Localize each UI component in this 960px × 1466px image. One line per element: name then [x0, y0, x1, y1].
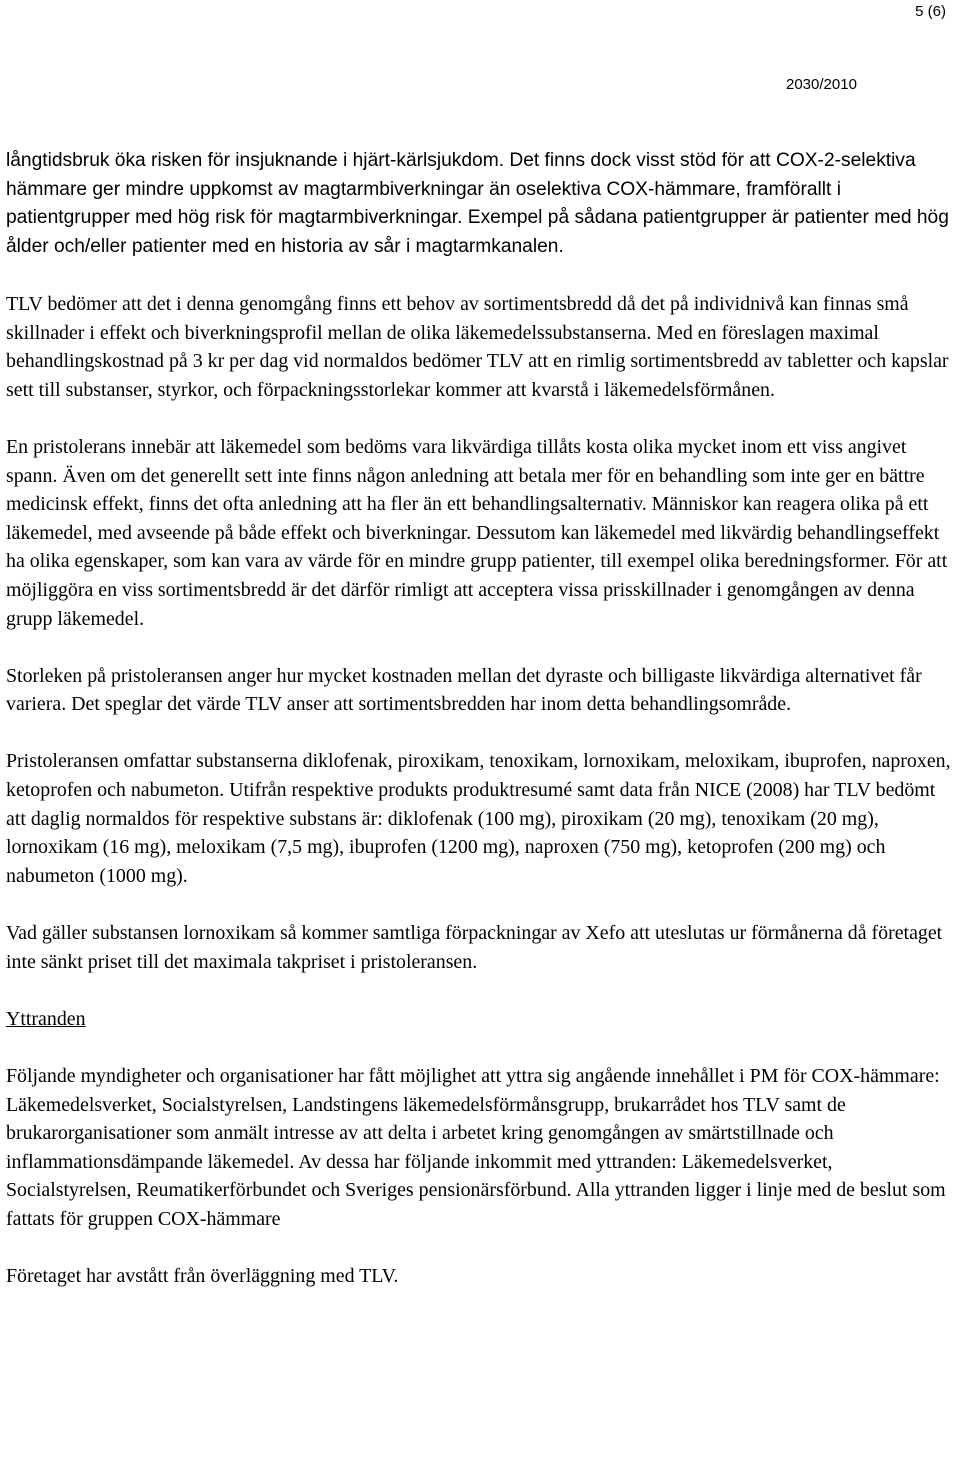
paragraph-overlaggning: Företaget har avstått från överläggning med TLV.	[6, 1265, 399, 1288]
document-body	[6, 147, 956, 1291]
paragraph-yttranden: Följande myndigheter och organisationer har fått möjlighet att yttra sig angående innehållet i PM för COX-hämmare: Läkemedelsverket, Socialstyrelsen, Landstingens läkemedelsförmånsgrupp, brukarrådet hos TLV samt de brukarorganisationer som anmält intresse av att delta i arbetet kring genomgången av smärtstillnade och inflammationsdämpande läkemedel. Av dessa har följande inkommit med yttranden: Läkemedelsverket, Socialstyrelsen, Reumatikerförbundet och Sveriges pensionärsförbund. Alla yttranden ligger i linje med de beslut som fattats för gruppen COX-hämmare	[6, 1065, 946, 1230]
paragraph-substanser: Pristoleransen omfattar substanserna diklofenak, piroxikam, tenoxikam, lornoxikam, meloxikam, ibuprofen, naproxen, ketoprofen och nabumeton. Utifrån respektive produkts produktresumé samt data från NICE (2008) har TLV bedömt att daglig normaldos för respektive substans är: diklofenak (100 mg), piroxikam (20 mg), tenoxikam (20 mg), lornoxikam (16 mg), meloxikam (7,5 mg), ibuprofen (1200 mg), naproxen (750 mg), ketoprofen (200 mg) och nabumeton (1000 mg).	[6, 750, 951, 887]
paragraph-risk: långtidsbruk öka risken för insjuknande i hjärt-kärlsjukdom. Det finns dock visst stöd för att COX-2-selektiva hämmare ger mindre uppkomst av magtarmbiverkningar än oselektiva COX-hämmare, framförallt i patientgrupper med hög risk för magtarmbiverkningar. Exempel på sådana patientgrupper är patienter med hög ålder och/eller patienter med en historia av sår i magtarmkanalen.	[6, 150, 949, 257]
paragraph-storlek: Storleken på pristoleransen anger hur mycket kostnaden mellan det dyraste och billigaste likvärdiga alternativet får variera. Det speglar det värde TLV anser att sortimentsbredden har inom detta behandlingsområde.	[6, 664, 922, 716]
paragraph-lornoxikam: Vad gäller substansen lornoxikam så kommer samtliga förpackningar av Xefo att uteslutas ur förmånerna då företaget inte sänkt priset till det maximala takpriset i pristoleransen.	[6, 922, 943, 973]
page-number: 5 (6)	[915, 3, 946, 20]
document-date: 2030/2010	[786, 76, 857, 93]
paragraph-sortimentsbredd: TLV bedömer att det i denna genomgång finns ett behov av sortimentsbredd då det på individnivå kan finnas små skillnader i effekt och biverkningsprofil mellan de olika läkemedelssubstanserna. Med en föreslagen maximal behandlingskostnad på 3 kr per dag vid normaldos bedömer TLV att en rimlig sortimentsbredd av tabletter och kapslar sett till substanser, styrkor, och förpackningsstorlekar kommer att kvarstå i läkemedelsförmånen.	[6, 292, 949, 401]
section-heading-yttranden: Yttranden	[6, 1007, 86, 1030]
paragraph-pristolerans: En pristolerans innebär att läkemedel som bedöms vara likvärdiga tillåts kosta olika mycket inom ett viss angivet spann. Även om det generellt sett inte finns någon anledning att betala mer för en behandling som inte ger en bättre medicinsk effekt, finns det ofta anledning att ha fler än ett behandlingsalternativ. Människor kan reagera olika på ett läkemedel, med avseende på både effekt och biverkningar. Dessutom kan läkemedel med likvärdig behandlingseffekt ha olika egenskaper, som kan vara av värde för en mindre grupp patienter, till exempel olika beredningsformer. För att möjliggöra en viss sortimentsbredd är det därför rimligt att acceptera vissa prisskillnader i genomgången av denna grupp läkemedel.	[6, 435, 948, 630]
